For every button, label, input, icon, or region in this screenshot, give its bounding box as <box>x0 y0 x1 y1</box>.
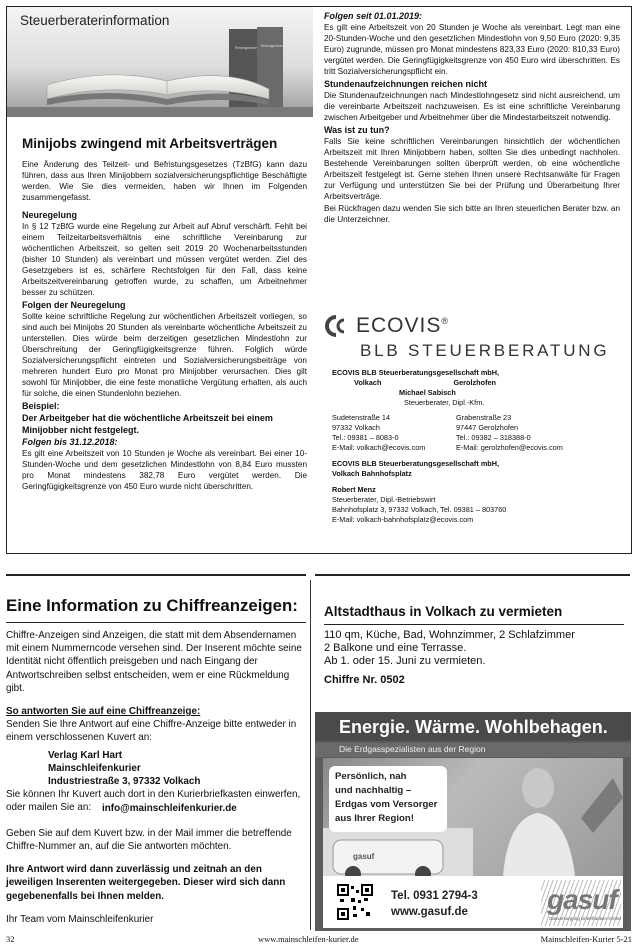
gasuf-photo <box>323 758 623 876</box>
gasuf-speech-bubble: Persönlich, nah und nachhaltig – Erdgas vom Versorger aus Ihrer Region! <box>329 766 447 832</box>
heading-folgen: Folgen der Neuregelung <box>22 300 126 310</box>
classified-chiffre: Chiffre Nr. 0502 <box>324 674 405 686</box>
footer-issue: Mainschleifen-Kurier 5-21 <box>540 934 632 944</box>
ecovis-logo <box>324 314 624 338</box>
gasuf-logo: gasuf <box>547 884 617 915</box>
address-volkach: Sudetenstraße 14 97332 Volkach Tel.: 09381 – 8083-0 E-Mail: volkach@ecovis.com <box>332 413 426 452</box>
heading-was-tun: Was ist zu tun? <box>324 125 390 135</box>
para-folgen-bis: Es gilt eine Arbeitszeit von 10 Stunden je Woche als vereinbart. Bei einer 10-Stunden-Woche und dem gesetzlichen Mindestlohn von 8,84 Euro mussten pro Monat mindestens 382,78 Euro vergütet werden. Die Geringfügigkeitsgrenze von 450 Euro wurde nicht überschritten. <box>22 449 307 491</box>
chiffre-p2: Senden Sie Ihre Antwort auf eine Chiffre-Anzeige bitte entweder in einem verschlossenen Kuvert an: <box>6 719 297 744</box>
role-1: Steuerberater, Dipl.-Kfm. <box>404 398 485 407</box>
header-image <box>7 7 313 117</box>
qr-code-icon[interactable] <box>337 884 373 920</box>
company-2b: Volkach Bahnhofsplatz <box>332 469 412 478</box>
classified-line2: 2 Balkone und eine Terrasse. <box>324 642 467 654</box>
footer-url[interactable]: www.mainschleifen-kurier.de <box>258 934 359 944</box>
company-1-locations <box>324 378 624 388</box>
gasuf-advert <box>315 712 631 931</box>
gasuf-contact-strip <box>323 876 623 928</box>
company-2a: ECOVIS BLB Steuerberatungsgesellschaft mbH, <box>332 459 500 468</box>
book1-text: Steuergesetze <box>235 45 257 50</box>
heading-stunden: Stundenaufzeichnungen reichen nicht <box>324 79 488 89</box>
role-2: Steuerberater, Dipl.-Betriebswirt <box>332 495 436 504</box>
para-beispiel: Der Arbeitgeber hat die wöchentliche Arbeitszeit bei einem Minijobber nicht festgelegt. <box>22 413 273 435</box>
ecovis-reg: ® <box>441 316 448 326</box>
car-brand-label: gasuf <box>353 852 375 861</box>
article-intro: Eine Änderung des Teilzeit- und Befristungsgesetzes (TzBfG) kann dazu führen, dass aus Ihren Minijobbern sozialversicherungspflichtige Beschäftigte werden. Wie Sie dies vermeiden, haben wir Ihnen im Folgenden zusammengefasst. <box>22 160 307 202</box>
article-left-column <box>22 136 307 493</box>
heading-folgen-seit: Folgen seit 01.01.2019: <box>324 11 423 21</box>
chiffre-addr3: Industriestraße 3, 97332 Volkach <box>48 776 201 788</box>
ecovis-block <box>324 314 624 525</box>
para-neuregelung: In § 12 TzBfG wurde eine Regelung zur Arbeit auf Abruf verschärft. Fehlt bei einem Teilzeitarbeitsverhältnis eine schriftliche Vereinbarung zur wöchentlichen Arbeitszeit, so gelten seit 2019 20 Wochenarbeitsstunden (bisher 10 Stunden) als vereinbart und müssen vergütet werden. Ziel des Gesetzgebers ist es, schärfere Rechtsfolgen für den Fall, dass keine Arbeitszeitvereinbarung getroffen wurde, zu schaffen, um Arbeitnehmer besser zu schützen. <box>22 222 307 297</box>
chiffre-h2: So antworten Sie auf eine Chiffreanzeige: <box>6 706 201 718</box>
para-folgen: Sollte keine schriftliche Regelung zur wöchentlichen Arbeitszeit vorliegen, so sind auch bei Minijobs 20 Stunden als vereinbarte wöchentliche Arbeitszeit zu unterstellen. Dies würde beim derzeitigen gesetzlichen Mindestlohn zur Überschreitung der Geringfügigkeitsgrenze führen. Folglich würde Sozialversicherungspflicht eintreten und Sozialversicherungsbeiträge von mehreren hundert Euro pro Monat pro Minijobber verursachen. Dies gilt sowohl für Minijobber, die eine feste monatliche Vergütung erhalten, als auch für solche, die einen Stundenlohn beziehen. <box>22 312 307 398</box>
page-footer <box>0 934 640 948</box>
classified-line3: Ab 1. oder 15. Juni zu vermieten. <box>324 655 486 667</box>
heading-folgen-bis: Folgen bis 31.12.2018: <box>22 437 118 447</box>
gasuf-subline: Die Erdgasspezialisten aus der Region <box>315 743 631 757</box>
column-rule <box>310 580 311 930</box>
chiffre-p5: Ihre Antwort wird dann zuverlässig und zeitnah an den jeweiligen Inserenten weitergegeben. Dieser wird sich dann gegebenenfalls bei Ihnen melden. <box>6 864 286 902</box>
chiffre-p6: Ihr Team vom Mainschleifenkurier <box>6 913 154 925</box>
address-columns <box>324 413 624 453</box>
article-title: Minijobs zwingend mit Arbeitsverträgen <box>22 136 278 151</box>
para-folgen-seit: Es gilt eine Arbeitszeit von 20 Stunden je Woche als vereinbart. Legt man eine 20-Stunden-Woche und den gesetzlichen Mindestlohn von 9,50 Euro (2020: 9,35 Euro) zugrunde, müssen pro Monat mindestens 823,33 Euro (2020: 810,33 Euro) vergütet werden. Die Geringfügigkeitsgrenze von 450 Euro wird überschritten. Es tritt Sozialversicherungspflicht ein. <box>324 23 620 76</box>
header-label: Steuerberaterinformation <box>20 13 170 28</box>
address-gerolzhofen: Grabenstraße 23 97447 Gerolzhofen Tel.: 09382 – 318388-0 E-Mail: gerolzhofen@ecovis.com <box>456 413 563 452</box>
gasuf-website-link[interactable]: www.gasuf.de <box>391 906 468 918</box>
chiffre-info <box>6 596 306 926</box>
chiffre-title: Eine Information zu Chiffreanzeigen: <box>6 596 298 615</box>
para-rueckfragen: Bei Rückfragen dazu wenden Sie sich bitte an Ihren steuerlichen Berater bzw. an die Unterzeichner. <box>324 204 620 224</box>
address-bahnhofsplatz: Bahnhofsplatz 3, 97332 Volkach, Tel. 09381 – 803760 <box>332 505 507 514</box>
classified-ad <box>324 604 624 687</box>
heading-beispiel: Beispiel: <box>22 401 60 411</box>
company-1: ECOVIS BLB Steuerberatungsgesellschaft mbH, <box>332 368 500 377</box>
classified-line1: 110 qm, Küche, Bad, Wohnzimmer, 2 Schlafzimmer <box>324 629 575 641</box>
email-bahnhofsplatz: E-Mail: volkach-bahnhofsplatz@ecovis.com <box>332 515 474 524</box>
para-stunden: Die Stundenaufzeichnungen nach Mindestlohngesetz sind nicht ausreichend, um die vereinbarte Arbeitszeit nachzuweisen. Es ist eine schriftliche Vereinbarung zwischen Arbeitgeber und Arbeitnehmer über die Mindestarbeitszeit notwendig. <box>324 91 620 122</box>
page-number: 32 <box>6 934 15 944</box>
book2-text: Steuergesetze <box>261 43 283 48</box>
classified-title: Altstadthaus in Volkach zu vermieten <box>324 604 563 619</box>
loc-volkach: Volkach <box>354 378 382 387</box>
divider-right <box>315 574 630 576</box>
chiffre-p3: Sie können Ihr Kuvert auch dort in den Kurierbriefkasten einwerfen, oder mailen Sie an: <box>6 789 301 814</box>
article-right-column <box>324 10 620 226</box>
person-1: Michael Sabisch <box>399 388 456 397</box>
para-was-tun: Falls Sie keine schriftlichen Vereinbarungen hinsichtlich der wöchentlichen Arbeitszeit mit Ihren Minijobbern haben, sollten Sie dies unbedingt nachholen. Bestehende Vereinbarungen sollten überprüft werden, ob eine wöchentliche Arbeitszeit festgelegt ist. Gerne stehen Ihnen unsere Rechtsanwälte für Fragen zur Verfügung und unterstützen Sie bei der Prüfung und Überarbeitung Ihrer Arbeitsverträge. <box>324 137 620 201</box>
gasuf-logo-sub: Gasversorgung Unterfranken GmbH <box>549 916 622 921</box>
book-illustration <box>7 7 313 117</box>
chiffre-addr1: Verlag Karl Hart <box>48 749 123 761</box>
heading-neuregelung: Neuregelung <box>22 210 78 220</box>
divider-left <box>6 574 306 576</box>
ecovis-subtitle: BLB STEUERBERATUNG <box>360 341 610 360</box>
chiffre-addr2: Mainschleifenkurier <box>48 762 141 774</box>
chiffre-p1: Chiffre-Anzeigen sind Anzeigen, die statt mit dem Absendernamen mit einem Nummerncode versehen sind. Der Inserent möchte seine Identität nicht öffentlich preisgeben und nach Eingang der Antwortschreiben selbst entscheiden, wem er eine Rückmeldung gibt. <box>6 630 302 694</box>
ecovis-wordmark: ECOVIS <box>356 314 442 337</box>
loc-gerolzhofen: Gerolzhofen <box>453 378 497 387</box>
chiffre-title-underline <box>6 622 306 623</box>
gasuf-phone: Tel. 0931 2794-3 <box>391 890 478 902</box>
person-2: Robert Menz <box>332 485 376 494</box>
classified-underline <box>324 624 624 625</box>
chiffre-email-link[interactable]: info@mainschleifenkurier.de <box>102 802 237 814</box>
gasuf-headline: Energie. Wärme. Wohlbehagen. <box>315 712 631 741</box>
ecovis-logo-icon <box>324 315 352 337</box>
chiffre-p4: Geben Sie auf dem Kuvert bzw. in der Mail immer die betreffende Chiffre-Nummer an, auf die Sie antworten möchten. <box>6 827 292 853</box>
